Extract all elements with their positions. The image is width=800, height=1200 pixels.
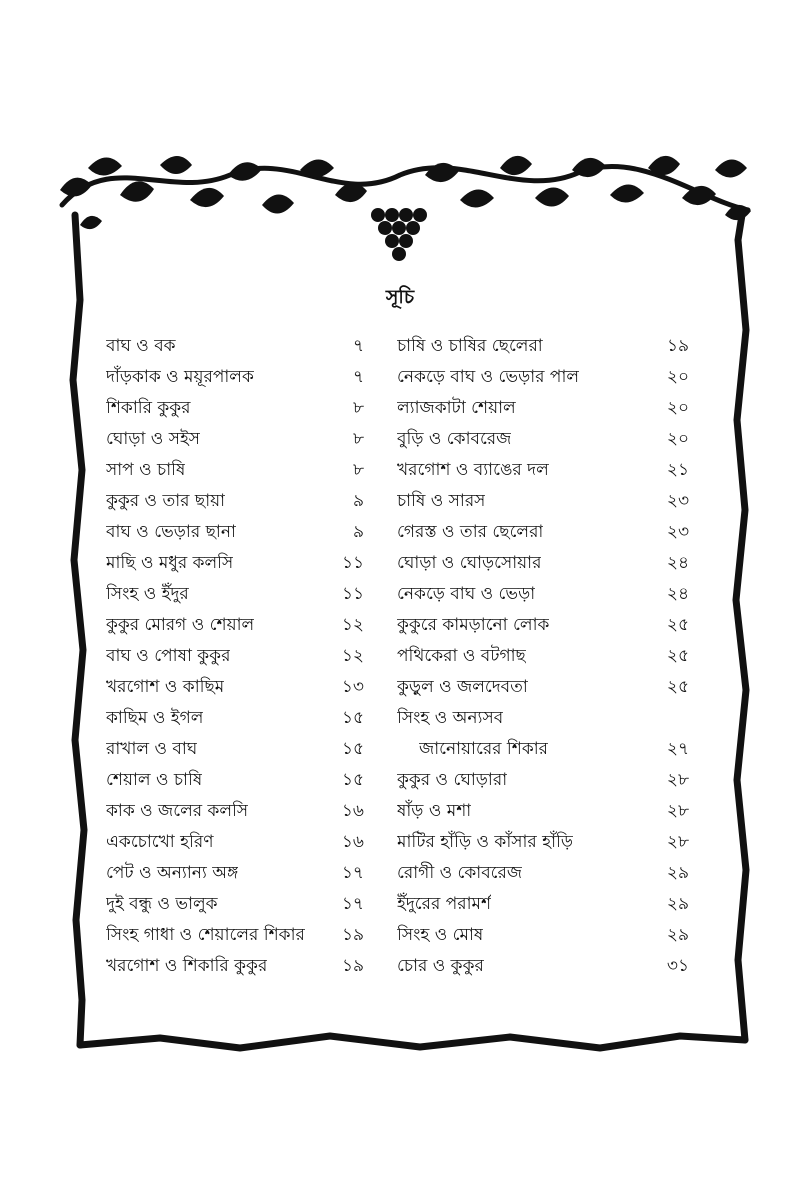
toc-entry-title: দাঁড়কাক ও ময়ূরপালক — [106, 367, 254, 387]
toc-left-column — [106, 333, 364, 984]
toc-entry-title: ষাঁড় ও মশা — [397, 801, 472, 821]
toc-entry — [397, 519, 689, 550]
toc-entry-title: পথিকেরা ও বটগাছ — [397, 646, 526, 666]
toc-entry-page: ৯ — [352, 522, 364, 542]
toc-entry — [397, 829, 689, 860]
toc-entry-page: ১৫ — [341, 739, 364, 759]
leaf-icon — [262, 194, 294, 213]
toc-entry-page: ১৬ — [341, 801, 364, 821]
toc-entry-title: সিংহ ও অন্যসব — [397, 708, 504, 728]
leaf-icon — [160, 156, 192, 174]
toc-entry-title: সিংহ ও ইঁদুর — [106, 584, 189, 604]
toc-entry — [106, 457, 364, 488]
toc-entry — [106, 581, 364, 612]
toc-entry-page: ২৫ — [666, 646, 689, 666]
toc-entry-page: ১৬ — [341, 832, 364, 852]
toc-entry-title: কুড়ুল ও জলদেবতা — [397, 677, 528, 697]
page-title: সূচি — [385, 286, 415, 308]
toc-entry-title: মাটির হাঁড়ি ও কাঁসার হাঁড়ি — [397, 832, 574, 852]
leaf-icon — [460, 189, 494, 207]
toc-entry-page: ১৯ — [341, 956, 364, 976]
leaf-icon — [610, 184, 644, 202]
toc-entry-page: ২০ — [666, 367, 689, 387]
toc-entry-title: সিংহ গাধা ও শেয়ালের শিকার — [106, 925, 305, 945]
toc-entry-title: কুকুর মোরগ ও শেয়াল — [106, 615, 255, 635]
toc-entry-page: ২০ — [666, 398, 689, 418]
toc-entry-title: ল্যাজকাটা শেয়াল — [397, 398, 516, 418]
toc-entry-page: ৭ — [352, 367, 364, 387]
leaf-icon — [88, 157, 122, 175]
toc-entry-page: ১৯ — [666, 336, 689, 356]
toc-entry-page: ২০ — [666, 429, 689, 449]
leaf-icon — [60, 178, 92, 197]
toc-entry-page: ২১ — [666, 460, 689, 480]
toc-entry-title: ইঁদুরের পরামর্শ — [397, 894, 492, 914]
toc-entry-page: ১১ — [341, 553, 364, 573]
toc-entry — [106, 705, 364, 736]
toc-entry — [106, 550, 364, 581]
toc-entry-page: ২৮ — [666, 770, 689, 790]
toc-entry — [106, 953, 364, 984]
toc-entry — [397, 767, 689, 798]
toc-entry-title: সিংহ ও মোষ — [397, 925, 484, 945]
toc-right-column — [397, 333, 689, 984]
toc-entry-page: ২৯ — [666, 894, 689, 914]
toc-entry-title: কাছিম ও ইগল — [106, 708, 204, 728]
toc-entry-title: একচোখো হরিণ — [106, 832, 214, 852]
toc-entry — [106, 395, 364, 426]
toc-entry-title: নেকড়ে বাঘ ও ভেড়ার পাল — [397, 367, 580, 387]
frame-left-border — [73, 215, 84, 1045]
toc-entry-page: ১৯ — [341, 925, 364, 945]
toc-entry-title: বুড়ি ও কোবরেজ — [397, 429, 512, 449]
toc-entry — [397, 798, 689, 829]
toc-entry-page: ২৪ — [666, 584, 689, 604]
toc-entry-title: ঘোড়া ও সইস — [106, 429, 201, 449]
leaf-icon — [500, 156, 532, 175]
toc-entry — [397, 581, 689, 612]
toc-entry-title: কুকুরে কামড়ানো লোক — [397, 615, 550, 635]
toc-entry-title: চাষি ও সারস — [397, 491, 486, 511]
toc-entry-title: খরগোশ ও শিকারি কুকুর — [106, 956, 268, 976]
toc-entry-page: ১৭ — [341, 863, 364, 883]
toc-entry — [397, 426, 689, 457]
toc-entry-page: ১৫ — [341, 770, 364, 790]
toc-entry-page: ২৫ — [666, 677, 689, 697]
toc-entry-title: জানোয়ারের শিকার — [419, 739, 549, 759]
toc-entry — [397, 395, 689, 426]
toc-entry-page: ২৮ — [666, 801, 689, 821]
toc-entry-title: পেট ও অন্যান্য অঙ্গ — [106, 863, 239, 883]
toc-entry — [106, 736, 364, 767]
toc-entry-page: ৯ — [352, 491, 364, 511]
toc-entry — [106, 767, 364, 798]
toc-entry — [106, 891, 364, 922]
toc-entry-page: ২৫ — [666, 615, 689, 635]
toc-entry — [397, 612, 689, 643]
toc-entry-page: ২৮ — [666, 832, 689, 852]
frame-bottom-border — [80, 1036, 745, 1048]
toc-entry-title: বাঘ ও পোষা কুকুর — [106, 646, 231, 666]
toc-entry — [106, 674, 364, 705]
grape-cluster-icon — [371, 208, 427, 261]
toc-entry-page: ২৯ — [666, 925, 689, 945]
leaf-icon — [725, 205, 751, 220]
toc-entry-title: গেরস্ত ও তার ছেলেরা — [397, 522, 544, 542]
toc-entry-title: রোগী ও কোবরেজ — [397, 863, 523, 883]
toc-entry-title: চাষি ও চাষির ছেলেরা — [397, 336, 543, 356]
toc-entry — [106, 426, 364, 457]
toc-entry-title: চোর ও কুকুর — [397, 956, 484, 976]
toc-entry-page: ১৩ — [341, 677, 364, 697]
toc-entry — [397, 674, 689, 705]
toc-entry — [397, 457, 689, 488]
toc-entry-page: ১৫ — [341, 708, 364, 728]
toc-entry — [106, 612, 364, 643]
toc-entry-title: খরগোশ ও ব্যাঙের দল — [397, 460, 549, 480]
toc-entry — [397, 488, 689, 519]
toc-entry-page: ১১ — [341, 584, 364, 604]
toc-entry — [397, 953, 689, 984]
toc-entry — [397, 736, 689, 767]
toc-entry-title: খরগোশ ও কাছিম — [106, 677, 225, 697]
toc-entry — [397, 550, 689, 581]
toc-entry-page: ২৩ — [666, 491, 689, 511]
toc-entry-title: কুকুর ও তার ছায়া — [106, 491, 226, 511]
toc-entry-page: ১২ — [341, 615, 364, 635]
vine-stem — [62, 166, 748, 210]
toc-entry-title: রাখাল ও বাঘ — [106, 739, 198, 759]
toc-entry — [106, 333, 364, 364]
leaf-icon — [228, 162, 262, 181]
toc-entry-title: মাছি ও মধুর কলসি — [106, 553, 234, 573]
toc-entry-title: শিকারি কুকুর — [106, 398, 191, 418]
toc-entry-page: ৮ — [352, 429, 364, 449]
leaf-icon — [190, 188, 224, 207]
toc-entry-title: সাপ ও চাষি — [106, 460, 186, 480]
toc-entry-page: ৮ — [352, 460, 364, 480]
frame-right-border — [736, 215, 746, 1040]
toc-entry-title: কাক ও জলের কলসি — [106, 801, 249, 821]
toc-entry — [106, 488, 364, 519]
toc-entry — [397, 643, 689, 674]
toc-entry-page: ২৪ — [666, 553, 689, 573]
toc-entry — [106, 364, 364, 395]
toc-entry-page: ২৩ — [666, 522, 689, 542]
toc-entry — [397, 364, 689, 395]
toc-entry-page: ৩১ — [666, 956, 689, 976]
toc-entry-page: ১২ — [341, 646, 364, 666]
toc-entry-title: বাঘ ও ভেড়ার ছানা — [106, 522, 236, 542]
toc-entry-page: ৭ — [352, 336, 364, 356]
toc-entry-page: ১৭ — [341, 894, 364, 914]
toc-entry — [106, 829, 364, 860]
toc-entry — [106, 798, 364, 829]
toc-entry-title: নেকড়ে বাঘ ও ভেড়া — [397, 584, 536, 604]
toc-entry — [397, 333, 689, 364]
toc-entry — [397, 922, 689, 953]
leaf-icon — [80, 216, 102, 229]
toc-entry-title: বাঘ ও বক — [106, 336, 176, 356]
toc-entry — [397, 891, 689, 922]
toc-entry — [106, 643, 364, 674]
leaf-icon — [715, 159, 747, 177]
toc-entry-title: কুকুর ও ঘোড়ারা — [397, 770, 508, 790]
toc-entry-page: ২৭ — [666, 739, 689, 759]
toc-entry-title: শেয়াল ও চাষি — [106, 770, 203, 790]
leaf-icon — [120, 181, 154, 201]
toc-entry — [106, 519, 364, 550]
toc-entry-title: দুই বন্ধু ও ভালুক — [106, 894, 218, 914]
toc-entry — [397, 705, 689, 736]
leaf-icon — [535, 187, 569, 206]
toc-entry-title: ঘোড়া ও ঘোড়সোয়ার — [397, 553, 542, 573]
toc-entry-page: ৮ — [352, 398, 364, 418]
toc-entry — [106, 922, 364, 953]
toc-entry — [397, 860, 689, 891]
toc-entry-page: ২৯ — [666, 863, 689, 883]
toc-entry — [106, 860, 364, 891]
